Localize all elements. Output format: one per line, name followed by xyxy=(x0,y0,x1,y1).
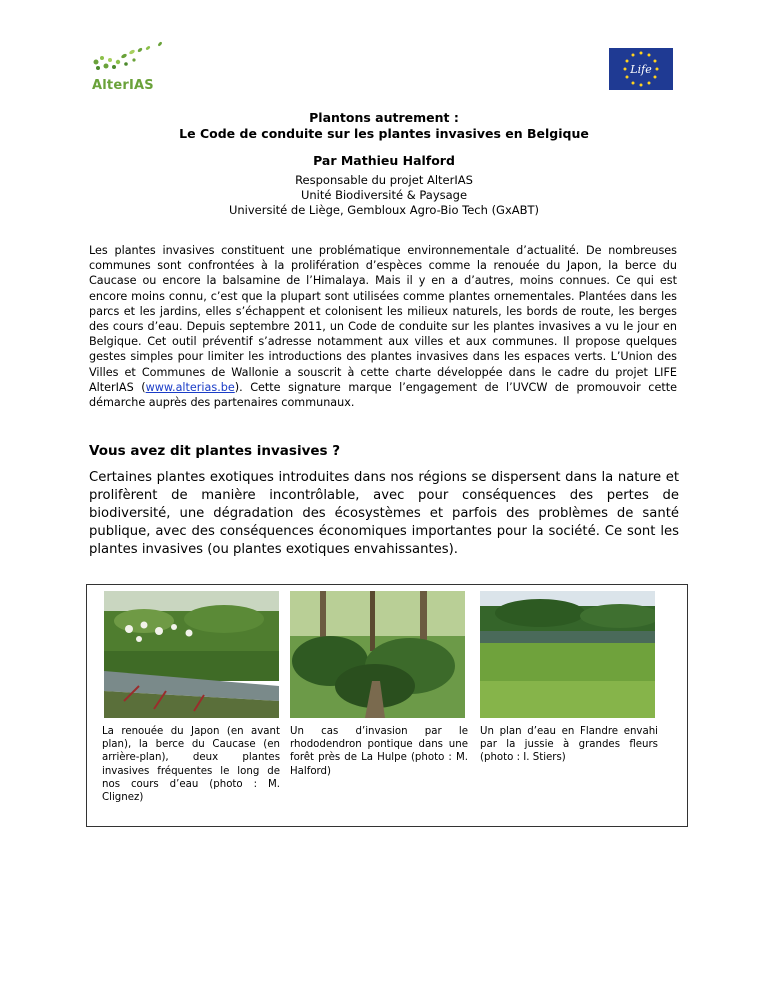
life-logo-text: Life xyxy=(630,63,652,76)
section-heading: Vous avez dit plantes invasives ? xyxy=(89,443,341,459)
alterias-logo-text: AlterIAS xyxy=(92,78,154,93)
title-line-1: Plantons autrement : xyxy=(309,110,459,125)
figure-caption-2: Un cas d’invasion par le rhododendron pontique dans une forêt près de La Hulpe (photo : M. Halford) xyxy=(290,726,468,777)
affiliation-line-1: Responsable du projet AlterIAS xyxy=(295,173,473,187)
photo-rhododendron-forest xyxy=(290,591,465,718)
figure-box xyxy=(86,584,688,827)
affiliation-line-3: Université de Liège, Gembloux Agro-Bio Tech (GxABT) xyxy=(228,203,540,217)
photo-water-primrose-pond xyxy=(480,591,655,718)
photo-japanese-knotweed-stream xyxy=(104,591,279,718)
intro-text-part-1: Les plantes invasives constituent une problématique environnementale d’actualité. De nombreuses communes sont confrontées à la prolifération d’espèces comme la renouée du Japon, la berce du Caucase ou encore la balsamine de l’Himalaya. Mais il y en a d’autres, moins connues. Ce qui est encore moins connu, c’est que la plupart sont utilisées comme plantes ornementales. Plantées dans les parcs et les jardins, elles s’échappent et colonisent les milieux naturels, les bords de route, les berges des cours d’eau. Depuis septembre 2011, un Code de conduite sur les plantes invasives a vu le jour en Belgique. Cet outil préventif s’adresse notamment aux villes et aux communes. Il propose quelques gestes simples pour limiter les introductions des plantes invasives dans les espaces verts. L’Union des Villes et Communes de Wallonie a souscrit à cette charte développée dans le cadre du projet LIFE AlterIAS ( xyxy=(89,244,677,394)
intro-paragraph xyxy=(89,243,677,410)
title-line-2: Le Code de conduite sur les plantes invasives en Belgique xyxy=(179,126,589,141)
affiliation-line-2: Unité Biodiversité & Paysage xyxy=(300,188,468,202)
intro-text-part-2: ). Cette signature marque l’engagement de l’UVCW de promouvoir cette démarche auprès des partenaires communaux. xyxy=(89,380,677,410)
leaf-cluster-icon xyxy=(86,40,178,80)
section-paragraph: Certaines plantes exotiques introduites dans nos régions se dispersent dans la nature et prolifèrent de manière incontrôlable, avec pour conséquences des pertes de biodiversité, une dégradation des écosystèmes et parfois des problèmes de santé publique, avec des conséquences économiques importantes pour la société. Ce sont les plantes invasives (ou plantes exotiques envahissantes). xyxy=(89,470,679,557)
author-affiliation xyxy=(0,173,768,218)
figure-caption-1: La renouée du Japon (en avant plan), la berce du Caucase (en arrière-plan), deux plantes invasives fréquentes le long de nos cours d’eau (photo : M. Clignez) xyxy=(102,726,280,804)
figure-caption-3: Un plan d’eau en Flandre envahi par la jussie à grandes fleurs (photo : I. Stiers) xyxy=(480,726,658,764)
author-name: Par Mathieu Halford xyxy=(313,153,455,168)
eu-stars-icon xyxy=(609,48,673,90)
eu-life-logo xyxy=(609,48,673,90)
document-title xyxy=(0,110,768,142)
alterias-website-link[interactable]: www.alterias.be xyxy=(145,380,235,394)
